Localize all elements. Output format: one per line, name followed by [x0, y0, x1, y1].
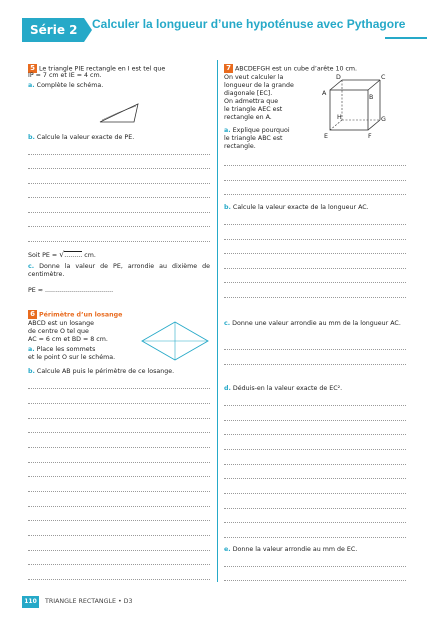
ex6-question-a-cont: et le point O sur le schéma. — [28, 354, 116, 361]
answer-line[interactable] — [224, 268, 406, 269]
answer-line[interactable] — [224, 282, 406, 283]
ex5-question-b: b. Calcule la valeur exacte de PE. — [28, 134, 135, 141]
cube-vertex-b: B — [369, 94, 374, 101]
ex5-pe-approx[interactable]: PE ≈ .................................. — [28, 287, 114, 294]
ex6-rhombus-sketch — [140, 320, 210, 362]
answer-line[interactable] — [28, 520, 210, 521]
ex6-line3: AC = 6 cm et BD = 8 cm. — [28, 336, 108, 343]
answer-line[interactable] — [224, 478, 406, 479]
page-header — [0, 0, 435, 58]
ex7-line7: rectangle en A. — [224, 114, 272, 121]
ex5-question-a: a. Complète le schéma. — [28, 82, 104, 89]
answer-line[interactable] — [224, 420, 406, 421]
ex7-line5: On admettra que — [224, 98, 279, 105]
ex7-number: 7 — [224, 64, 233, 73]
ex7-line3: longueur de la grande — [224, 82, 294, 89]
answer-line[interactable] — [224, 508, 406, 509]
answer-line[interactable] — [224, 493, 406, 494]
ex5-triangle-sketch — [98, 100, 142, 126]
cube-vertex-g: G — [381, 116, 386, 123]
answer-line[interactable] — [28, 535, 210, 536]
answer-line[interactable] — [224, 253, 406, 254]
answer-line[interactable] — [224, 224, 406, 225]
answer-line[interactable] — [28, 579, 210, 580]
answer-line[interactable] — [224, 464, 406, 465]
ex5-line2: IP = 7 cm et IE = 4 cm. — [28, 72, 102, 79]
answer-line[interactable] — [28, 506, 210, 507]
answer-line[interactable] — [28, 550, 210, 551]
answer-line[interactable] — [28, 447, 210, 448]
answer-line[interactable] — [28, 476, 210, 477]
ex6-line2: de centre O tel que — [28, 328, 89, 335]
answer-line[interactable] — [224, 194, 406, 195]
answer-line[interactable] — [28, 432, 210, 433]
ex7-question-a: a. Explique pourquoi — [224, 127, 290, 134]
page-number: 110 — [22, 596, 39, 608]
ex7-question-a-cont2: rectangle. — [224, 143, 256, 150]
sqrt-input-dots[interactable]: ......... — [64, 252, 83, 259]
ex7-cube-sketch — [318, 72, 390, 142]
ex6-question-a: a. Place les sommets — [28, 346, 96, 353]
ex7-question-c: c. Donne une valeur arrondie au mm de la longueur AC. — [224, 320, 401, 327]
answer-line[interactable] — [28, 418, 210, 419]
answer-line[interactable] — [224, 537, 406, 538]
cube-vertex-f: F — [368, 133, 372, 140]
footer-chapter: TRIANGLE RECTANGLE • D3 — [45, 598, 133, 605]
cube-vertex-d: D — [336, 74, 341, 81]
ex7-line2: On veut calculer la — [224, 74, 284, 81]
answer-line[interactable] — [224, 522, 406, 523]
ex5-line1: 5 Le triangle PIE rectangle en I est tel que — [28, 64, 165, 73]
ex6-title: 6 Périmètre d’un losange — [28, 310, 122, 319]
answer-line[interactable] — [224, 580, 406, 581]
answer-line[interactable] — [28, 168, 210, 169]
page-title: Calculer la longueur d’une hypoténuse avec Pythagore — [92, 17, 406, 31]
cube-vertex-e: E — [324, 133, 328, 140]
ex7-question-d: d. Déduis-en la valeur exacte de EC². — [224, 385, 343, 392]
ex5-question-c: c. Donne la valeur de PE, arrondie au dixième de centimètre. — [28, 263, 210, 278]
answer-line[interactable] — [28, 462, 210, 463]
answer-line[interactable] — [28, 212, 210, 213]
answer-line[interactable] — [224, 405, 406, 406]
answer-line[interactable] — [28, 388, 210, 389]
answer-line[interactable] — [224, 449, 406, 450]
ex6-line1: ABCD est un losange — [28, 320, 94, 327]
cube-vertex-h: H — [337, 114, 342, 121]
column-divider — [217, 60, 218, 582]
answer-line[interactable] — [28, 403, 210, 404]
answer-line[interactable] — [28, 564, 210, 565]
answer-line[interactable] — [224, 239, 406, 240]
ex7-question-a-cont1: le triangle ABC est — [224, 135, 283, 142]
answer-line[interactable] — [224, 180, 406, 181]
header-rule — [385, 37, 427, 39]
ex7-line6: le triangle AEC est — [224, 106, 283, 113]
ex7-line1: 7 ABCDEFGH est un cube d’arête 10 cm. — [224, 64, 357, 73]
ex7-line4: diagonale [EC]. — [224, 90, 273, 97]
answer-line[interactable] — [28, 183, 210, 184]
answer-line[interactable] — [28, 491, 210, 492]
answer-line[interactable] — [224, 349, 406, 350]
answer-line[interactable] — [28, 241, 210, 242]
ex6-question-b: b. Calcule AB puis le périmètre de ce losange. — [28, 368, 175, 375]
answer-line[interactable] — [28, 226, 210, 227]
cube-vertex-a: A — [322, 90, 327, 97]
answer-line[interactable] — [224, 297, 406, 298]
ex7-question-b: b. Calcule la valeur exacte de la longueur AC. — [224, 204, 369, 211]
ex6-number: 6 — [28, 310, 37, 319]
answer-line[interactable] — [224, 165, 406, 166]
answer-line[interactable] — [224, 434, 406, 435]
cube-vertex-c: C — [381, 74, 386, 81]
ex7-question-e: e. Donne la valeur arrondie au mm de EC. — [224, 546, 358, 553]
ex5-number: 5 — [28, 64, 37, 73]
serie-tab: Série 2 — [22, 18, 84, 42]
answer-line[interactable] — [28, 154, 210, 155]
ex5-soit-pe: Soit PE = √......... cm. — [28, 250, 96, 259]
answer-line[interactable] — [28, 197, 210, 198]
answer-line[interactable] — [224, 364, 406, 365]
answer-line[interactable] — [224, 566, 406, 567]
